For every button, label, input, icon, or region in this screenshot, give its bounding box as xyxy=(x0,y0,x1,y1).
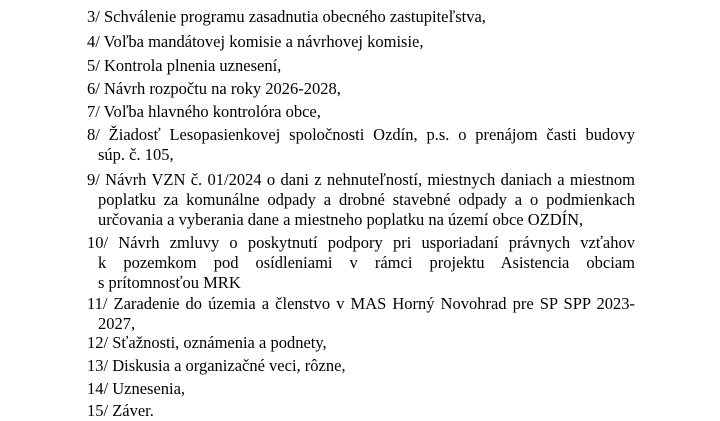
agenda-item-line: 11/ Zaradenie do územia a členstvo v MAS Horný Novohrad pre SP SPP 2023- xyxy=(87,294,635,313)
agenda-item-9 xyxy=(87,170,635,230)
agenda-item-11 xyxy=(87,294,635,334)
agenda-item-line: 8/ Žiadosť Lesopasienkovej spoločnosti Ozdín, p.s. o prenájom časti budovy xyxy=(87,125,635,144)
agenda-item-13 xyxy=(87,356,346,376)
agenda-item-line: 4/ Voľba mandátovej komisie a návrhovej komisie, xyxy=(87,32,424,51)
agenda-item-line: 3/ Schválenie programu zasadnutia obecného zastupiteľstva, xyxy=(87,7,486,26)
agenda-item-line: 12/ Sťažnosti, oznámenia a podnety, xyxy=(87,333,327,352)
agenda-item-15 xyxy=(87,401,154,421)
agenda-item-line: 2027, xyxy=(98,314,136,333)
agenda-item-line: 7/ Voľba hlavného kontrolóra obce, xyxy=(87,102,321,121)
agenda-item-line: poplatku za komunálne odpady a drobné stavebné odpady a o podmienkach xyxy=(98,190,635,209)
agenda-item-line: 13/ Diskusia a organizačné veci, rôzne, xyxy=(87,356,346,375)
agenda-item-3 xyxy=(87,7,486,27)
agenda-item-line: s prítomnosťou MRK xyxy=(98,273,241,292)
agenda-item-12 xyxy=(87,333,327,353)
agenda-item-line: súp. č. 105, xyxy=(98,145,174,164)
agenda-item-line: 6/ Návrh rozpočtu na roky 2026-2028, xyxy=(87,79,341,98)
agenda-item-5 xyxy=(87,56,281,76)
agenda-item-line: 5/ Kontrola plnenia uznesení, xyxy=(87,56,282,75)
agenda-item-6 xyxy=(87,79,341,99)
agenda-item-line: k pozemkom pod osídleniami v rámci projektu Asistencia obciam xyxy=(98,253,635,272)
agenda-item-8 xyxy=(87,125,635,165)
agenda-item-line: 9/ Návrh VZN č. 01/2024 o dani z nehnuteľností, miestnych daniach a miestnom xyxy=(87,170,635,189)
agenda-item-7 xyxy=(87,102,321,122)
agenda-item-line: určovania a vyberania dane a miestneho poplatku na území obce OZDÍN, xyxy=(98,210,584,229)
agenda-item-line: 15/ Záver. xyxy=(87,401,154,420)
agenda-item-14 xyxy=(87,379,185,399)
agenda-item-line: 10/ Návrh zmluvy o poskytnutí podpory pri usporiadaní právnych vzťahov xyxy=(87,233,635,252)
agenda-item-10 xyxy=(87,233,635,293)
agenda-item-line: 14/ Uznesenia, xyxy=(87,379,186,398)
agenda-item-4 xyxy=(87,32,424,52)
